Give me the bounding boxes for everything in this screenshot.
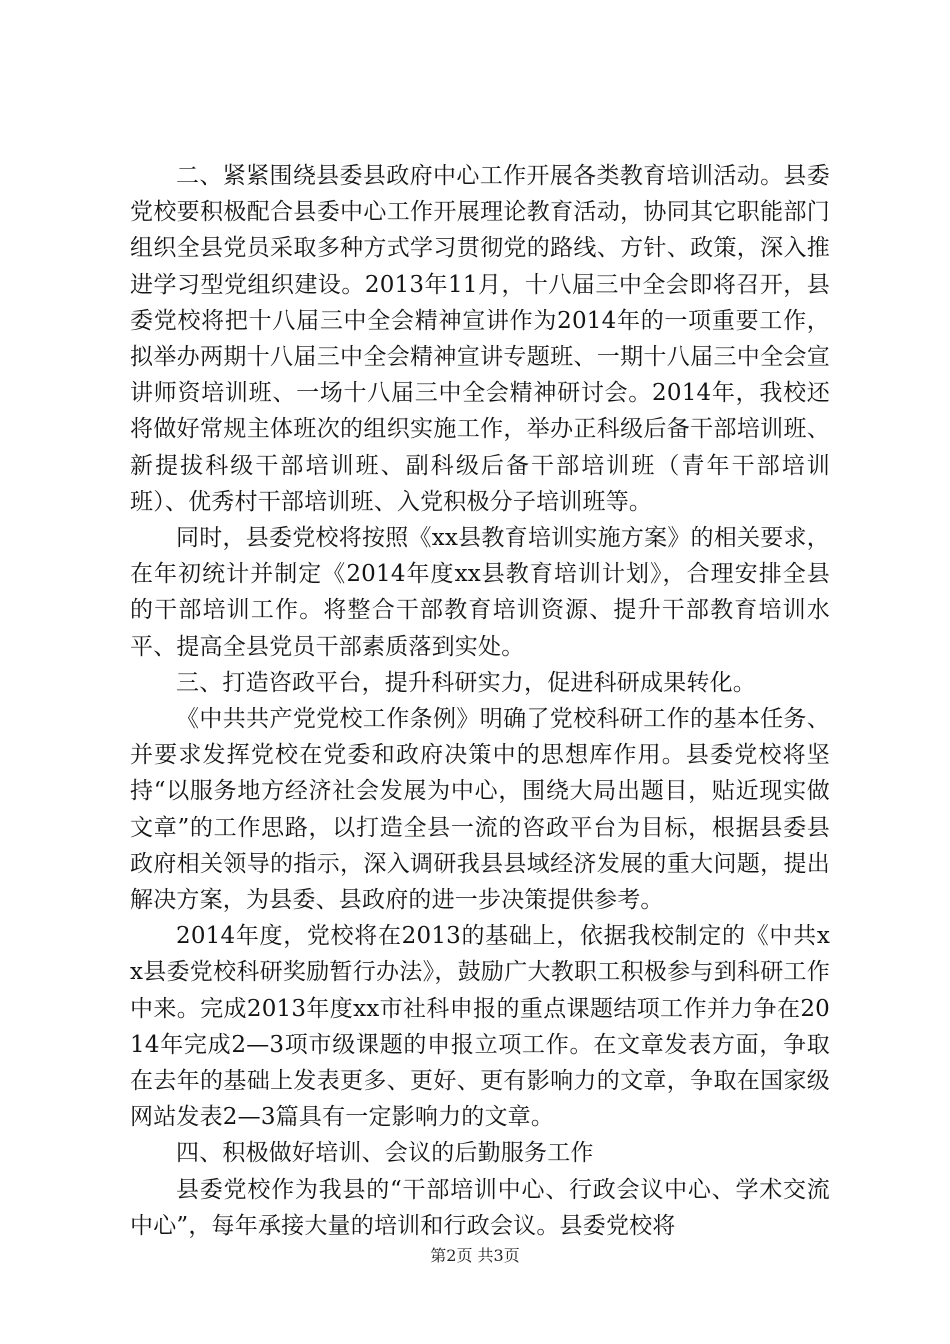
paragraph-section-2: 二、紧紧围绕县委县政府中心工作开展各类教育培训活动。县委党校要积极配合县委中心工作开展理论教育活动，协同其它职能部门组织全县党员采取多种方式学习贯彻党的路线、方针、政策，深入推进学习型党组织建设。2013年11月，十八届三中全会即将召开，县委党校将把十八届三中全会精神宣讲作为2014年的一项重要工作，拟举办两期十八届三中全会精神宣讲专题班、一期十八届三中全会宣讲师资培训班、一场十八届三中全会精神研讨会。2014年，我校还将做好常规主体班次的组织实施工作，举办正科级后备干部培训班、新提拔科级干部培训班、副科级后备干部培训班（青年干部培训班）、优秀村干部培训班、入党积极分子培训班等。 xyxy=(130,163,830,515)
paragraph-logistics-service: 县委党校作为我县的“干部培训中心、行政会议中心、学术交流中心”，每年承接大量的培训和行政会议。县委党校将 xyxy=(130,1176,830,1239)
paragraph-party-school-regulations: 《中共共产党党校工作条例》明确了党校科研工作的基本任务、并要求发挥党校在党委和政府决策中的思想库作用。县委党校将坚持“以服务地方经济社会发展为中心，围绕大局出题目，贴近现实做文章”的工作思路，以打造全县一流的咨政平台为目标，根据县委县政府相关领导的指示，深入调研我县县域经济发展的重大问题，提出解决方案，为县委、县政府的进一步决策提供参考。 xyxy=(130,706,830,914)
page-footer: 第2页 共3页 xyxy=(430,1246,520,1265)
document-body xyxy=(130,158,830,1244)
paragraph-section-3-heading: 三、打造咨政平台，提升科研实力，促进科研成果转化。 xyxy=(176,669,756,696)
paragraph-section-4-heading: 四、积极做好培训、会议的后勤服务工作 xyxy=(176,1140,594,1167)
paragraph-research-2014: 2014年度，党校将在2013的基础上，依据我校制定的《中共xx县委党校科研奖励暂行办法》，鼓励广大教职工积极参与到科研工作中来。完成2013年度xx市社科申报的重点课题结项工作并力争在2014年完成2—3项市级课题的申报立项工作。在文章发表方面，争取在去年的基础上发表更多、更好、更有影响力的文章，争取在国家级网站发表2—3篇具有一定影响力的文章。 xyxy=(130,923,830,1131)
paragraph-training-plan: 同时，县委党校将按照《xx县教育培训实施方案》的相关要求，在年初统计并制定《2014年度xx县教育培训计划》，合理安排全县的干部培训工作。将整合干部教育培训资源、提升干部教育培训水平、提高全县党员干部素质落到实处。 xyxy=(130,525,830,660)
